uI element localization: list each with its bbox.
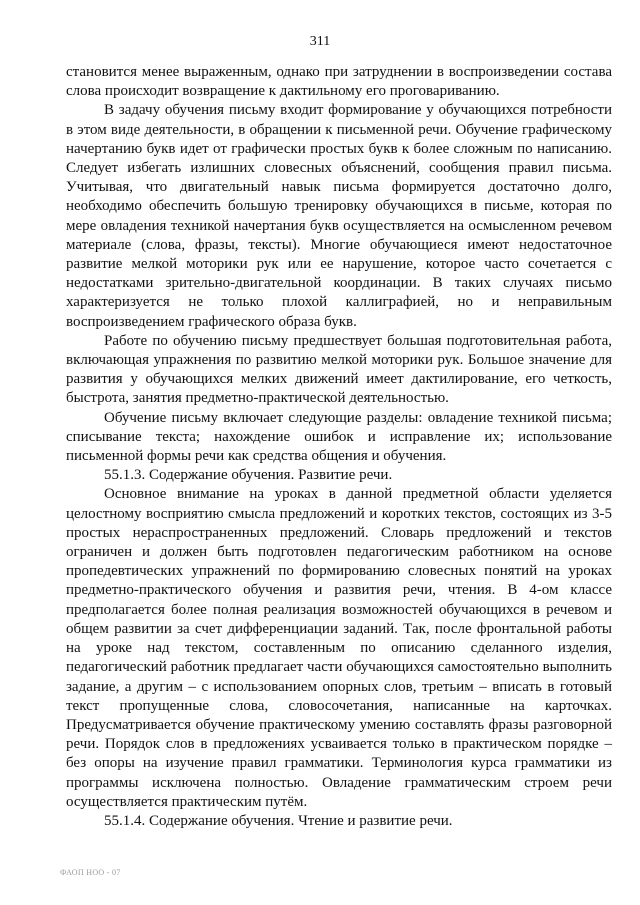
document-body [66, 63, 612, 831]
paragraph-writing-sections: Обучение письму включает следующие разделы: овладение техникой письма; списывание текста; нахождение ошибок и исправление их; использование письменной формы речи как средства общения и обучения. [66, 409, 612, 465]
paragraph-speech-development: Основное внимание на уроках в данной предметной области уделяется целостному восприятию смысла предложений и коротких текстов, состоящих из 3-5 простых нераспространенных предложений. Словарь предложений и текстов ограничен и должен быть подготовлен педагогическим работником на основе пропедевтических упражнений по формированию словесных понятий на уроках предметно-практического обучения и развития речи, чтения. В 4-ом классе предполагается более полная реализация возможностей обучающихся в речевом и общем развитии за счет дифференциации заданий. Так, после фронтальной работы на уроке над текстом, составленным по описанию сделанного изделия, педагогический работник предлагает части обучающихся самостоятельно выполнить задание, а другим – с использованием опорных слов, третьим – вписать в готовый текст пропущенные слова, словосочетания, написанные на карточках. Предусматривается обучение практическому умению составлять фразы разговорной речи. Порядок слов в предложениях усваивается только в практическом порядке – без опоры на изучение правил грамматики. Терминология курса грамматики из программы исключена полностью. Овладение грамматическим строем речи осуществляется практическим путём. [66, 486, 612, 810]
paragraph-continuation: становится менее выраженным, однако при затруднении в воспроизведении состава слова происходит возвращение к дактильному его проговариванию. [66, 64, 612, 100]
paragraph-preparatory-work: Работе по обучению письму предшествует большая подготовительная работа, включающая упражнения по развитию мелкой моторики рук. Большое значение для развития у обучающихся мелких движений имеет дактилирование, его четкость, быстрота, занятия предметно-практической деятельностью. [66, 332, 612, 407]
page-number: 311 [309, 34, 331, 49]
footer-mark: ФАОП НОО - 07 [60, 868, 121, 877]
section-heading-speech-development: 55.1.3. Содержание обучения. Развитие речи. [104, 467, 393, 484]
section-heading-reading: 55.1.4. Содержание обучения. Чтение и развитие речи. [104, 812, 453, 829]
paragraph-writing-instruction: В задачу обучения письму входит формирование у обучающихся потребности в этом виде деятельности, в обращении к письменной речи. Обучение графическому начертанию букв идет от графически простых букв к более сложным по написанию. Следует избегать излишних словесных объяснений, сообщения правил письма. Учитывая, что двигательный навык письма формируется достаточно долго, необходимо обеспечить большую тренировку обучающихся в письме, которая по мере овладения техникой начертания букв осуществляется на осмысленном речевом материале (слова, фразы, тексты). Многие обучающиеся имеют недостаточное развитие мелкой моторики рук или ее нарушение, которое часто сочетается с недостатками зрительно-двигательной координации. В таких случаях письмо характеризуется не только плохой каллиграфией, но и неправильным воспроизведением графического образа букв. [66, 102, 612, 330]
